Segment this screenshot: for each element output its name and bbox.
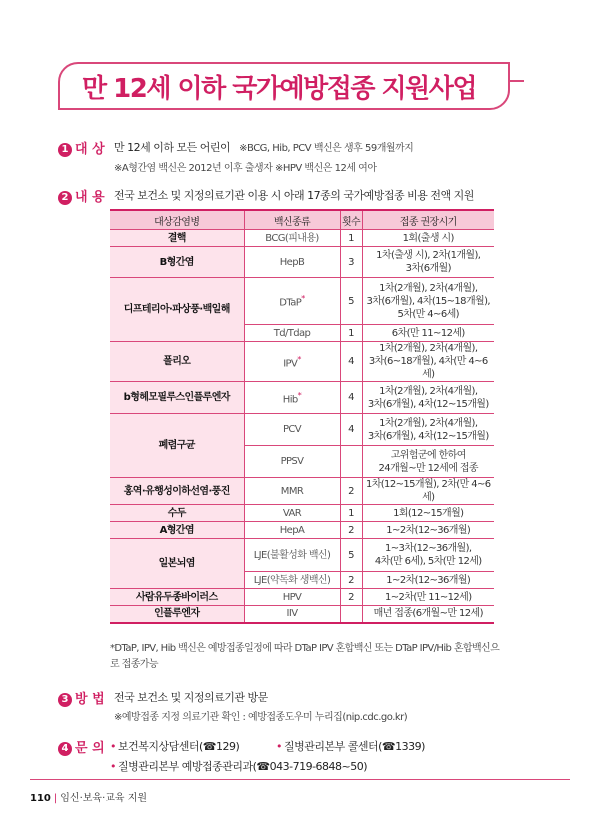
table-row xyxy=(110,382,494,414)
vaccine-cell: LJE(불활성화 백신) xyxy=(244,539,340,572)
schedule-line: 1회(12~15개월) xyxy=(393,507,464,519)
schedule-line: 1차(출생 시), 2차(1개월), xyxy=(376,250,481,261)
bullet-icon: • xyxy=(110,740,116,753)
count-cell: 1 xyxy=(340,325,362,342)
section-number-badge: 2 xyxy=(58,191,72,205)
footer-breadcrumb: 임신·보육·교육 지원 xyxy=(60,793,148,804)
header-disease: 대상감염병 xyxy=(110,210,244,230)
disease-cell: A형간염 xyxy=(110,522,244,539)
table-row xyxy=(110,342,494,382)
schedule-line: 1~2차(만 11~12세) xyxy=(385,591,472,603)
disease-cell: 사람유두종바이러스 xyxy=(110,589,244,606)
contact-text: 질병관리본부 예방접종관리과(☎043-719-6848~50) xyxy=(118,760,368,773)
page-footer xyxy=(30,789,147,804)
schedule-line: 1~2차(12~36개월) xyxy=(386,524,471,536)
target-note-1: ※BCG, Hib, PCV 백신은 생후 59개월까지 xyxy=(239,143,414,154)
schedule-line: 1차(2개월), 2차(4개월), xyxy=(379,385,478,397)
schedule-line: 3차(6개월), 4차(12~15개월) xyxy=(367,430,489,442)
vaccine-cell xyxy=(244,278,340,325)
count-cell xyxy=(340,606,362,623)
target-line-1 xyxy=(114,139,413,155)
schedule-line: 1차(2개월), 2차(4개월), xyxy=(379,343,478,354)
count-cell: 1 xyxy=(340,505,362,522)
disease-cell: 수두 xyxy=(110,505,244,522)
disease-cell: 일본뇌염 xyxy=(110,539,244,589)
vaccine-cell: HepB xyxy=(244,247,340,278)
schedule-cell xyxy=(362,539,494,572)
section-number-badge: 3 xyxy=(58,693,72,707)
vaccine-cell: HepA xyxy=(244,522,340,539)
method-note: ※예방접종 지정 의료기관 확인 : 예방접종도우미 누리집(nip.cdc.go.kr) xyxy=(114,712,408,723)
schedule-line: 1~3차(12~36개월), xyxy=(385,543,472,554)
schedule-line: 3차(6개월), 4차(15~18개월), xyxy=(366,295,490,307)
disease-cell: 인플루엔자 xyxy=(110,606,244,623)
schedule-cell xyxy=(362,325,494,342)
bullet-icon: • xyxy=(110,760,116,773)
vaccine-name: Hib xyxy=(282,394,298,406)
table-row xyxy=(110,478,494,505)
table-row xyxy=(110,606,494,623)
schedule-cell xyxy=(362,342,494,382)
vaccine-cell: BCG(피내용) xyxy=(244,230,340,247)
vaccine-cell: PPSV xyxy=(244,446,340,478)
count-cell: 4 xyxy=(340,414,362,446)
table-footnote: *DTaP, IPV, Hib 백신은 예방접종일정에 따라 DTaP IPV 혼합백신 또는 DTaP IPV/Hib 혼합백신으로 접종가능 xyxy=(110,643,500,670)
section-method-label xyxy=(58,688,105,707)
schedule-line: 3차(6개월), 4차(12~15개월) xyxy=(367,398,489,410)
footnote-star: * xyxy=(297,353,301,364)
title-divider xyxy=(510,80,524,82)
schedule-line: 1차(2개월), 2차(4개월), xyxy=(379,417,478,429)
vaccine-cell: IIV xyxy=(244,606,340,623)
schedule-cell xyxy=(362,572,494,589)
title-box xyxy=(58,62,510,110)
footnote-star: * xyxy=(297,389,302,400)
schedule-line: 24개월~만 12세에 접종 xyxy=(378,462,478,474)
vaccine-table xyxy=(110,209,494,624)
schedule-cell xyxy=(362,446,494,478)
disease-cell: 결핵 xyxy=(110,230,244,247)
page-number: 110 xyxy=(30,793,51,804)
vaccine-cell xyxy=(244,382,340,414)
contact-text: 보건복지상담센터(☎129) xyxy=(118,740,240,753)
section-number-badge: 4 xyxy=(58,742,72,756)
vaccine-cell xyxy=(244,342,340,382)
bullet-icon: • xyxy=(276,740,282,753)
vaccine-cell: LJE(약독화 생백신) xyxy=(244,572,340,589)
schedule-line: 5차(만 4~6세) xyxy=(397,308,459,320)
table-row xyxy=(110,505,494,522)
count-cell: 2 xyxy=(340,478,362,505)
vaccine-cell: MMR xyxy=(244,478,340,505)
schedule-line: 1차(2개월), 2차(4개월), xyxy=(379,282,478,294)
header-schedule: 접종 권장시기 xyxy=(362,210,494,230)
table-row xyxy=(110,539,494,572)
count-cell: 2 xyxy=(340,572,362,589)
footnote-star: * xyxy=(301,293,305,304)
footer-separator: | xyxy=(53,793,58,804)
inquiry-contact-1 xyxy=(110,738,239,754)
schedule-cell xyxy=(362,522,494,539)
content-text: 전국 보건소 및 지정의료기관 이용 시 아래 17종의 국가예방접종 비용 전액 지원 xyxy=(114,189,474,202)
vaccine-name: IPV xyxy=(283,358,298,370)
footer-divider xyxy=(30,779,570,780)
section-content-label xyxy=(58,186,105,205)
schedule-cell xyxy=(362,278,494,325)
inquiry-contact-3 xyxy=(110,758,367,774)
section-content-title: 내 용 xyxy=(75,190,105,205)
section-number-badge: 1 xyxy=(58,143,72,157)
contact-text: 질병관리본부 콜센터(☎1339) xyxy=(284,740,425,753)
schedule-cell xyxy=(362,414,494,446)
header-vaccine: 백신종류 xyxy=(244,210,340,230)
table-row xyxy=(110,522,494,539)
disease-cell: 홍역·유행성이하선염·풍진 xyxy=(110,478,244,505)
target-note-2: ※A형간염 백신은 2012년 이후 출생자 ※HPV 백신은 12세 여아 xyxy=(114,163,377,174)
schedule-line: 매년 접종(6개월~만 12세) xyxy=(373,608,483,620)
header-count: 횟수 xyxy=(340,210,362,230)
count-cell: 5 xyxy=(340,278,362,325)
table-row xyxy=(110,414,494,446)
count-cell: 1 xyxy=(340,230,362,247)
schedule-cell xyxy=(362,478,494,505)
vaccine-cell: VAR xyxy=(244,505,340,522)
disease-cell: 디프테리아·파상풍·백일해 xyxy=(110,278,244,342)
count-cell: 2 xyxy=(340,522,362,539)
vaccine-cell: Td/Tdap xyxy=(244,325,340,342)
table-row xyxy=(110,589,494,606)
table-header-row xyxy=(110,210,494,230)
method-text: 전국 보건소 및 지정의료기관 방문 xyxy=(114,691,268,704)
section-method-title: 방 법 xyxy=(75,692,105,707)
disease-cell: B형간염 xyxy=(110,247,244,278)
count-cell: 4 xyxy=(340,382,362,414)
schedule-line: 6차(만 11~12세) xyxy=(391,327,465,339)
section-target-title: 대 상 xyxy=(75,142,105,157)
inquiry-contact-2 xyxy=(276,738,425,754)
table-row xyxy=(110,278,494,325)
vaccine-cell: PCV xyxy=(244,414,340,446)
disease-cell: 폴리오 xyxy=(110,342,244,382)
count-cell xyxy=(340,446,362,478)
schedule-line: 고위험군에 한하여 xyxy=(390,449,466,461)
count-cell: 5 xyxy=(340,539,362,572)
count-cell: 2 xyxy=(340,589,362,606)
count-cell: 4 xyxy=(340,342,362,382)
table-row xyxy=(110,247,494,278)
section-target-label xyxy=(58,138,105,157)
schedule-cell xyxy=(362,589,494,606)
schedule-line: 1차(12~15개월), 2차(만 4~6세) xyxy=(365,479,491,503)
disease-cell: b형헤모필루스인플루엔자 xyxy=(110,382,244,414)
schedule-line: 1회(출생 시) xyxy=(402,232,454,244)
vaccine-cell: HPV xyxy=(244,589,340,606)
section-inquiry-label xyxy=(58,737,105,756)
schedule-cell xyxy=(362,247,494,278)
page-title: 만 12세 이하 국가예방접종 지원사업 xyxy=(82,73,477,104)
target-main: 만 12세 이하 모든 어린이 xyxy=(114,141,231,154)
count-cell: 3 xyxy=(340,247,362,278)
schedule-cell xyxy=(362,382,494,414)
schedule-line: 4차(만 6세), 5차(만 12세) xyxy=(374,556,482,567)
schedule-line: 1~2차(12~36개월) xyxy=(386,574,471,586)
schedule-cell xyxy=(362,606,494,623)
schedule-line: 3차(6개월) xyxy=(405,263,451,274)
schedule-cell xyxy=(362,505,494,522)
schedule-cell xyxy=(362,230,494,247)
vaccine-name: DTaP xyxy=(279,297,302,309)
schedule-line: 3차(6~18개월), 4차(만 4~6세) xyxy=(368,356,488,380)
section-inquiry-title: 문 의 xyxy=(75,741,105,756)
table-row xyxy=(110,230,494,247)
disease-cell: 폐렴구균 xyxy=(110,414,244,478)
